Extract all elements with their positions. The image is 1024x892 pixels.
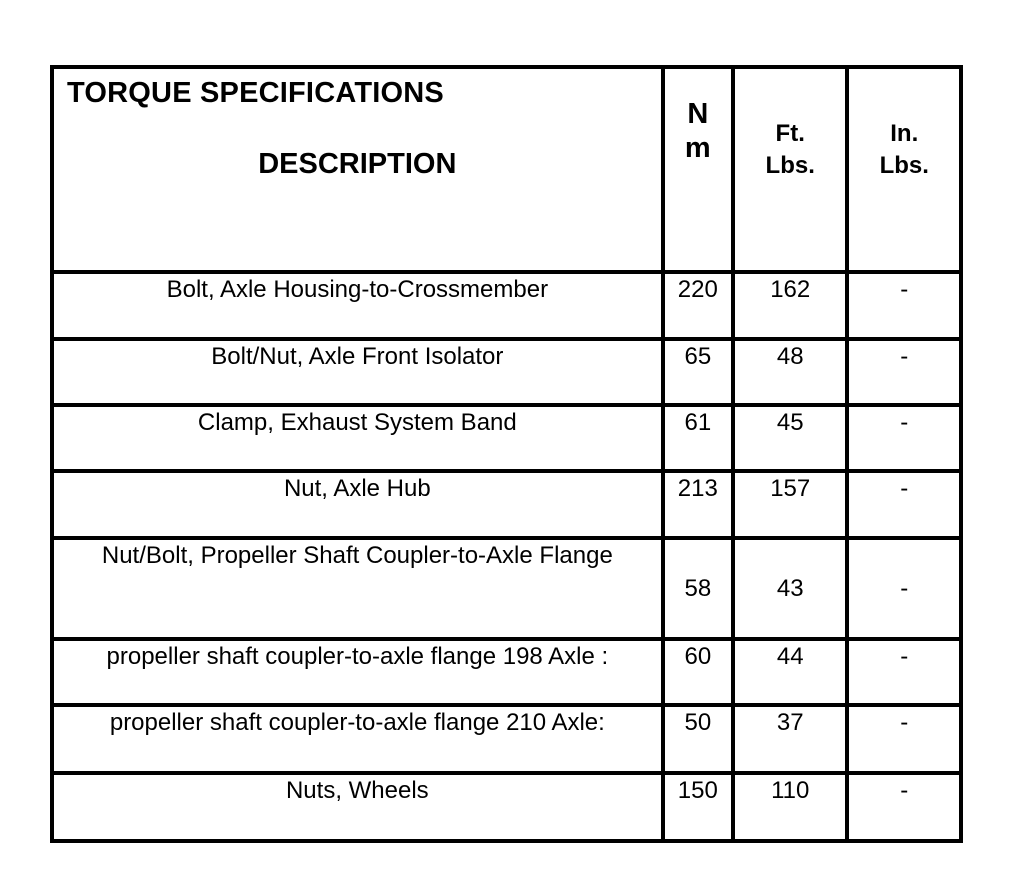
nm-value-cell: 61 (663, 405, 733, 472)
nm-value-cell: 150 (663, 773, 733, 841)
in-lbs-value-cell: - (847, 705, 961, 773)
ft-lbs-value-cell: 110 (733, 773, 848, 841)
in-lbs-value-cell: - (847, 471, 961, 538)
nm-unit-line1: N (687, 98, 709, 130)
description-cell: propeller shaft coupler-to-axle flange 210 Axle: (52, 705, 663, 773)
description-cell: Clamp, Exhaust System Band (52, 405, 663, 472)
in-lbs-value-cell: - (847, 405, 961, 472)
ft-lbs-unit-line2: Lbs. (765, 152, 815, 179)
in-lbs-value-cell: - (847, 773, 961, 841)
torque-specifications-table (50, 65, 963, 843)
description-column-header: DESCRIPTION (258, 148, 457, 180)
table-row (52, 339, 961, 405)
ft-lbs-value-cell: 43 (733, 538, 848, 639)
description-cell: Bolt/Nut, Axle Front Isolator (52, 339, 663, 405)
table-row (52, 705, 961, 773)
ft-lbs-value-cell: 45 (733, 405, 848, 472)
description-cell: Nut, Axle Hub (52, 471, 663, 538)
header-description-cell (52, 67, 663, 272)
table-row (52, 773, 961, 841)
description-cell: Bolt, Axle Housing-to-Crossmember (52, 272, 663, 339)
in-lbs-value-cell: - (847, 272, 961, 339)
ft-lbs-value-cell: 44 (733, 639, 848, 706)
table-row (52, 471, 961, 538)
nm-unit-line2: m (684, 132, 711, 164)
in-lbs-column-header (847, 67, 961, 272)
table-row (52, 639, 961, 706)
ft-lbs-value-cell: 162 (733, 272, 848, 339)
nm-value-cell: 50 (663, 705, 733, 773)
header-row (52, 67, 961, 272)
nm-value-cell: 213 (663, 471, 733, 538)
in-lbs-unit-line2: Lbs. (879, 152, 929, 179)
nm-column-header (663, 67, 733, 272)
table-title: TORQUE SPECIFICATIONS (67, 77, 444, 109)
description-cell: Nut/Bolt, Propeller Shaft Coupler-to-Axle Flange (52, 538, 663, 639)
description-cell: propeller shaft coupler-to-axle flange 198 Axle : (52, 639, 663, 706)
in-lbs-value-cell: - (847, 538, 961, 639)
nm-value-cell: 58 (663, 538, 733, 639)
table-row (52, 272, 961, 339)
in-lbs-unit-line1: In. (890, 120, 919, 147)
nm-value-cell: 220 (663, 272, 733, 339)
ft-lbs-column-header (733, 67, 848, 272)
ft-lbs-value-cell: 48 (733, 339, 848, 405)
table-row (52, 538, 961, 639)
ft-lbs-unit-line1: Ft. (775, 120, 805, 147)
in-lbs-value-cell: - (847, 639, 961, 706)
nm-value-cell: 65 (663, 339, 733, 405)
ft-lbs-value-cell: 37 (733, 705, 848, 773)
nm-value-cell: 60 (663, 639, 733, 706)
ft-lbs-value-cell: 157 (733, 471, 848, 538)
in-lbs-value-cell: - (847, 339, 961, 405)
description-cell: Nuts, Wheels (52, 773, 663, 841)
table-row (52, 405, 961, 472)
